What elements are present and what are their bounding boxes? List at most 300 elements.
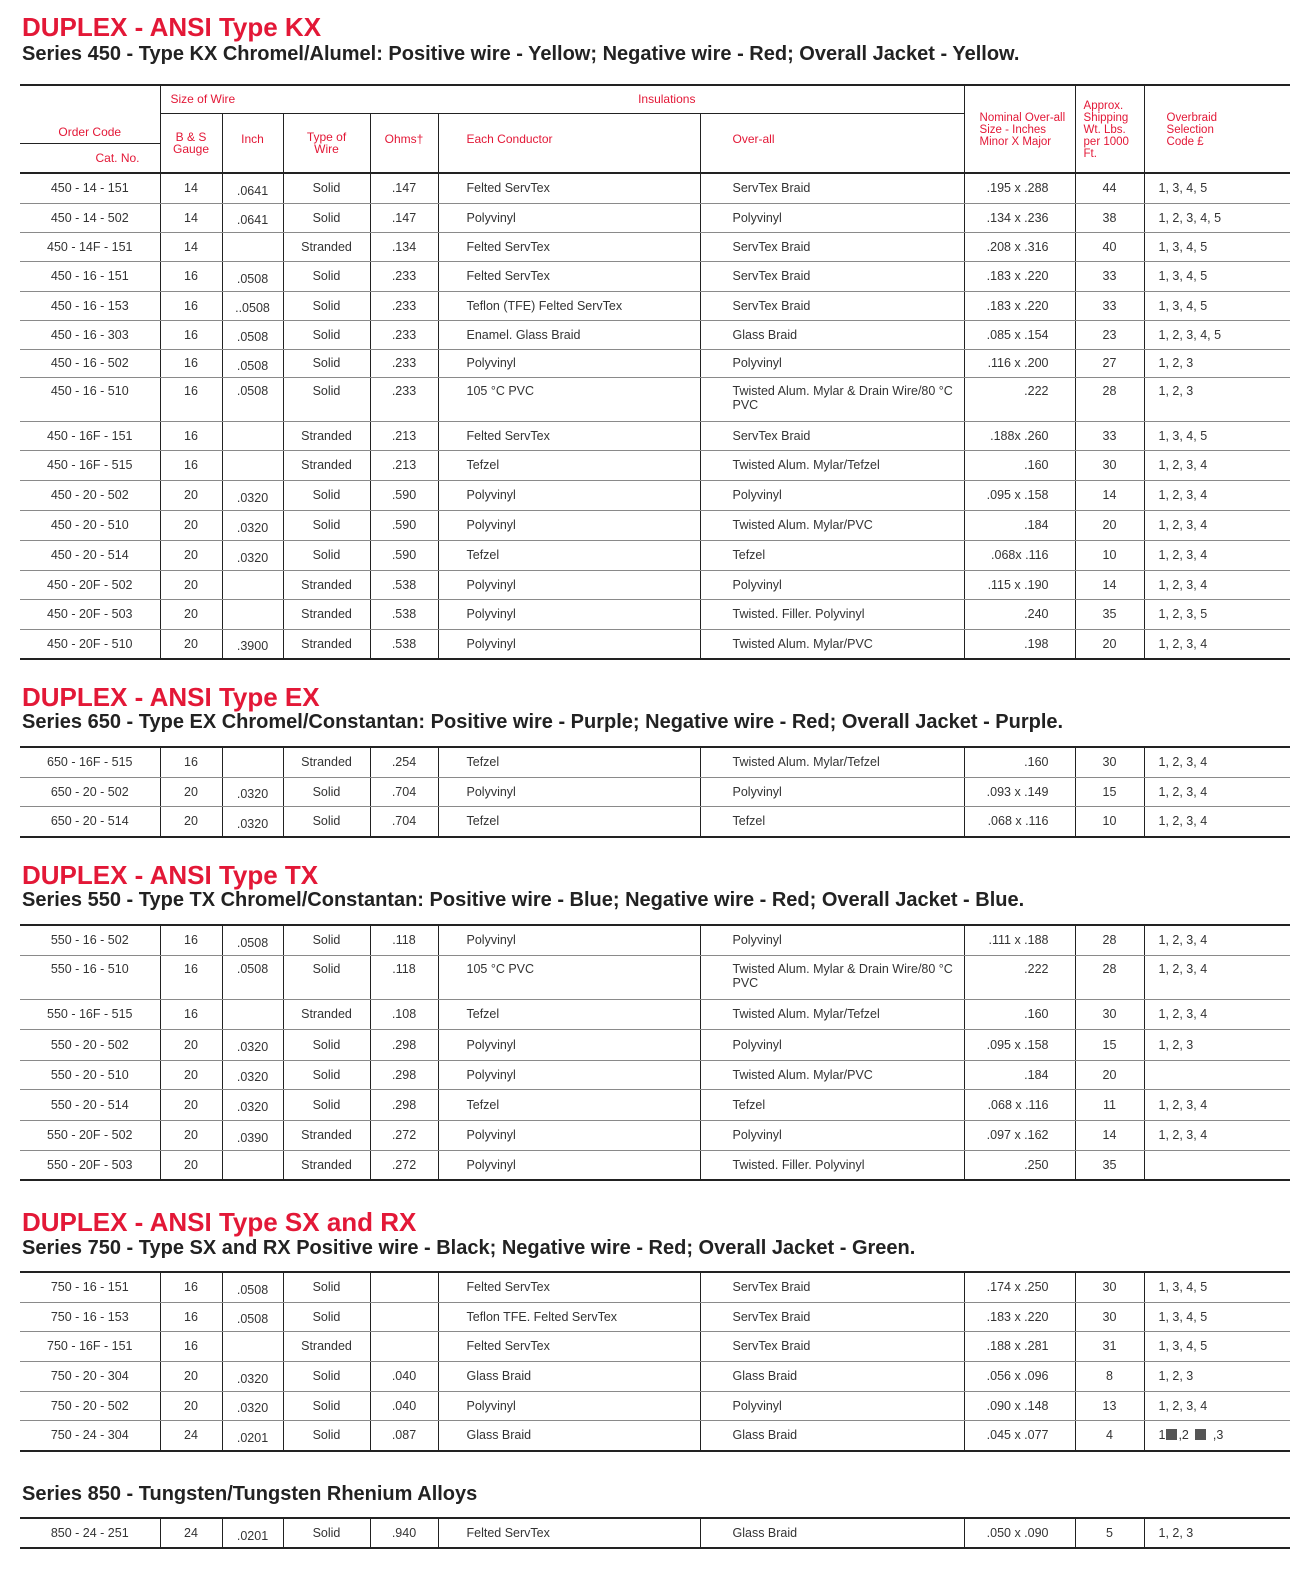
- cat-no-cell: 450 - 20F - 510: [20, 629, 160, 659]
- table-row: [20, 540, 1290, 570]
- gauge-cell: 16: [160, 450, 222, 480]
- table-row: [20, 1361, 1290, 1391]
- weight-cell: 20: [1075, 510, 1144, 540]
- over-all-cell: Polyvinyl: [700, 1029, 964, 1060]
- kx-title: DUPLEX - ANSI Type KX: [22, 12, 322, 42]
- inch-cell: .0320: [222, 540, 283, 570]
- cat-no-cell: 450 - 14 - 502: [20, 203, 160, 232]
- over-all-cell: ServTex Braid: [700, 173, 964, 203]
- weight-cell: 30: [1075, 747, 1144, 777]
- overbraid-code-cell: 1, 2, 3: [1144, 1029, 1290, 1060]
- gauge-cell: 20: [160, 777, 222, 806]
- each-conductor-cell: Polyvinyl: [438, 629, 700, 659]
- type-cell: Solid: [283, 480, 370, 510]
- ohms-cell: .298: [370, 1089, 438, 1120]
- ohms-cell: .298: [370, 1060, 438, 1089]
- cat-no-cell: 550 - 20F - 502: [20, 1120, 160, 1150]
- nominal-size-cell: .188x .260: [964, 421, 1075, 450]
- over-all-cell: Twisted Alum. Mylar/PVC: [700, 510, 964, 540]
- gauge-cell: 24: [160, 1518, 222, 1548]
- nominal-size-cell: .183 x .220: [964, 261, 1075, 291]
- each-conductor-header: Each Conductor: [438, 113, 700, 173]
- nominal-size-cell: .160: [964, 450, 1075, 480]
- gauge-cell: 20: [160, 1060, 222, 1089]
- table-row: [20, 232, 1290, 261]
- header-blank: [20, 85, 160, 113]
- weight-cell: 8: [1075, 1361, 1144, 1391]
- overbraid-code-cell: [1144, 1150, 1290, 1180]
- inch-cell: .0508: [222, 1272, 283, 1302]
- inch-cell: .0508: [222, 925, 283, 955]
- gauge-cell: 16: [160, 1331, 222, 1361]
- ohms-cell: .272: [370, 1150, 438, 1180]
- overbraid-code-cell: 1, 3, 4, 5: [1144, 1272, 1290, 1302]
- insulations-header: Insulations: [370, 85, 964, 113]
- nominal-size-cell: .068 x .116: [964, 1089, 1075, 1120]
- nominal-size-cell: .134 x .236: [964, 203, 1075, 232]
- type-cell: Stranded: [283, 570, 370, 599]
- each-conductor-cell: Glass Braid: [438, 1420, 700, 1451]
- type-cell: Solid: [283, 349, 370, 377]
- overbraid-code-cell: 1, 2, 3, 4: [1144, 450, 1290, 480]
- overbraid-code-cell: 1, 3, 4, 5: [1144, 1331, 1290, 1361]
- type-cell: Stranded: [283, 1150, 370, 1180]
- type-cell: Stranded: [283, 421, 370, 450]
- inch-cell: [222, 599, 283, 629]
- ohms-cell: .118: [370, 955, 438, 999]
- table-row: [20, 1089, 1290, 1120]
- each-conductor-cell: Polyvinyl: [438, 1391, 700, 1420]
- table-row: [20, 570, 1290, 599]
- over-all-cell: Twisted Alum. Mylar & Drain Wire/80 °C PVC: [700, 955, 964, 999]
- cat-no-cell: 450 - 16 - 510: [20, 377, 160, 421]
- nominal-size-cell: .085 x .154: [964, 320, 1075, 349]
- table-row: [20, 421, 1290, 450]
- over-all-cell: Twisted Alum. Mylar/Tefzel: [700, 450, 964, 480]
- cat-no-cell: 550 - 16 - 510: [20, 955, 160, 999]
- each-conductor-cell: Felted ServTex: [438, 232, 700, 261]
- overbraid-code-cell: [1144, 1060, 1290, 1089]
- nominal-size-cell: .174 x .250: [964, 1272, 1075, 1302]
- each-conductor-cell: 105 °C PVC: [438, 955, 700, 999]
- nominal-size-cell: .195 x .288: [964, 173, 1075, 203]
- overbraid-code-cell: 1, 2, 3, 4: [1144, 570, 1290, 599]
- gauge-cell: 16: [160, 421, 222, 450]
- cat-no-cell: 650 - 20 - 502: [20, 777, 160, 806]
- inch-cell: [222, 1150, 283, 1180]
- cat-no-cell: 450 - 20 - 502: [20, 480, 160, 510]
- type-cell: Stranded: [283, 232, 370, 261]
- gauge-cell: 24: [160, 1420, 222, 1451]
- gauge-cell: 16: [160, 349, 222, 377]
- gauge-cell: 16: [160, 999, 222, 1029]
- gauge-cell: 20: [160, 1391, 222, 1420]
- overbraid-code-cell: 1, 2, 3, 4: [1144, 510, 1290, 540]
- weight-cell: 30: [1075, 999, 1144, 1029]
- cat-no-cell: 550 - 20F - 503: [20, 1150, 160, 1180]
- cat-no-cell: 450 - 16F - 515: [20, 450, 160, 480]
- inch-cell: .0508: [222, 261, 283, 291]
- square-icon: [1195, 1429, 1206, 1440]
- table-row: [20, 173, 1290, 203]
- inch-cell: [222, 450, 283, 480]
- inch-cell: .0320: [222, 1089, 283, 1120]
- inch-cell: ..0508: [222, 291, 283, 320]
- cat-no-cell: 450 - 16 - 502: [20, 349, 160, 377]
- over-all-cell: ServTex Braid: [700, 261, 964, 291]
- cat-no-cell: 450 - 20 - 510: [20, 510, 160, 540]
- type-cell: Solid: [283, 261, 370, 291]
- table-row: [20, 1391, 1290, 1420]
- ohms-cell: [370, 1331, 438, 1361]
- nominal-size-cell: .045 x .077: [964, 1420, 1075, 1451]
- overbraid-code-cell: 1, 3, 4, 5: [1144, 173, 1290, 203]
- weight-cell: 10: [1075, 806, 1144, 837]
- gauge-cell: 16: [160, 747, 222, 777]
- table-row: [20, 1331, 1290, 1361]
- nominal-size-cell: .056 x .096: [964, 1361, 1075, 1391]
- over-all-cell: ServTex Braid: [700, 1302, 964, 1331]
- overbraid-code-cell: 1, 2, 3, 4, 5: [1144, 203, 1290, 232]
- cat-no-cell: 450 - 14F - 151: [20, 232, 160, 261]
- weight-cell: 35: [1075, 599, 1144, 629]
- cat-no-cell: 450 - 16 - 151: [20, 261, 160, 291]
- each-conductor-cell: Polyvinyl: [438, 1120, 700, 1150]
- cat-no-cell: 550 - 20 - 514: [20, 1089, 160, 1120]
- ohms-cell: .134: [370, 232, 438, 261]
- nominal-size-cell: .222: [964, 377, 1075, 421]
- table-row: [20, 1120, 1290, 1150]
- over-all-cell: Polyvinyl: [700, 1391, 964, 1420]
- nominal-size-cell: .068 x .116: [964, 806, 1075, 837]
- ex-title: DUPLEX - ANSI Type EX: [22, 682, 320, 712]
- bs-gauge-header: B & S Gauge: [160, 113, 222, 173]
- ohms-cell: .087: [370, 1420, 438, 1451]
- each-conductor-cell: Felted ServTex: [438, 261, 700, 291]
- overbraid-header: Overbraid Selection Code £: [1144, 85, 1290, 173]
- weight-cell: 28: [1075, 955, 1144, 999]
- nominal-size-cell: .160: [964, 999, 1075, 1029]
- ohms-cell: .233: [370, 349, 438, 377]
- inch-cell: .0320: [222, 480, 283, 510]
- gauge-cell: 20: [160, 540, 222, 570]
- overbraid-code-cell: 1, 2, 3, 4: [1144, 1391, 1290, 1420]
- sx-subtitle: Series 750 - Type SX and RX Positive wire - Black; Negative wire - Red; Overall Jacket - Green.: [22, 1237, 916, 1259]
- cat-no-cell: 450 - 20 - 514: [20, 540, 160, 570]
- weight-cell: 35: [1075, 1150, 1144, 1180]
- each-conductor-cell: 105 °C PVC: [438, 377, 700, 421]
- cat-no-cell: 550 - 20 - 502: [20, 1029, 160, 1060]
- overbraid-code-cell: [1144, 1420, 1290, 1451]
- overbraid-code-cell: 1, 2, 3, 4: [1144, 629, 1290, 659]
- inch-cell: [222, 999, 283, 1029]
- type-cell: Solid: [283, 1029, 370, 1060]
- each-conductor-cell: Polyvinyl: [438, 599, 700, 629]
- each-conductor-cell: Tefzel: [438, 450, 700, 480]
- gauge-cell: 20: [160, 1089, 222, 1120]
- weight-cell: 13: [1075, 1391, 1144, 1420]
- gauge-cell: 14: [160, 173, 222, 203]
- each-conductor-cell: Felted ServTex: [438, 1518, 700, 1548]
- each-conductor-cell: Felted ServTex: [438, 1272, 700, 1302]
- cat-no-cell: 750 - 24 - 304: [20, 1420, 160, 1451]
- type-cell: Stranded: [283, 599, 370, 629]
- nominal-size-cell: .115 x .190: [964, 570, 1075, 599]
- overbraid-code-cell: 1, 2, 3: [1144, 377, 1290, 421]
- nominal-size-cell: .183 x .220: [964, 291, 1075, 320]
- table-row: [20, 1060, 1290, 1089]
- size-of-wire-header: Size of Wire: [160, 85, 370, 113]
- over-all-cell: Twisted Alum. Mylar/PVC: [700, 1060, 964, 1089]
- inch-cell: .3900: [222, 629, 283, 659]
- order-code-header: Order Code: [58, 124, 122, 139]
- overbraid-code-cell: 1, 2, 3: [1144, 1361, 1290, 1391]
- over-all-cell: Tefzel: [700, 540, 964, 570]
- weight-cell: 28: [1075, 925, 1144, 955]
- weight-cell: 31: [1075, 1331, 1144, 1361]
- weight-cell: 30: [1075, 450, 1144, 480]
- inch-cell: .0201: [222, 1420, 283, 1451]
- overbraid-code-cell: 1, 3, 4, 5: [1144, 232, 1290, 261]
- ohms-cell: .538: [370, 599, 438, 629]
- weight-cell: 20: [1075, 629, 1144, 659]
- type-cell: Solid: [283, 777, 370, 806]
- ohms-header: Ohms†: [370, 113, 438, 173]
- inch-cell: .0320: [222, 777, 283, 806]
- ohms-cell: .040: [370, 1391, 438, 1420]
- type-cell: Solid: [283, 1272, 370, 1302]
- overbraid-code-cell: 1, 3, 4, 5: [1144, 1302, 1290, 1331]
- over-all-cell: Twisted. Filler. Polyvinyl: [700, 599, 964, 629]
- kx-table: [20, 172, 1290, 660]
- each-conductor-cell: Felted ServTex: [438, 173, 700, 203]
- inch-cell: [222, 747, 283, 777]
- gauge-cell: 20: [160, 806, 222, 837]
- over-all-cell: ServTex Braid: [700, 232, 964, 261]
- overbraid-code-cell: 1, 2, 3, 4, 5: [1144, 320, 1290, 349]
- table-row: [20, 203, 1290, 232]
- table-row: [20, 261, 1290, 291]
- over-all-cell: Polyvinyl: [700, 203, 964, 232]
- gauge-cell: 20: [160, 1029, 222, 1060]
- type-cell: Solid: [283, 377, 370, 421]
- over-all-cell: Polyvinyl: [700, 925, 964, 955]
- tx-title: DUPLEX - ANSI Type TX: [22, 860, 319, 890]
- over-all-cell: Glass Braid: [700, 1361, 964, 1391]
- gauge-cell: 20: [160, 629, 222, 659]
- ex-subtitle: Series 650 - Type EX Chromel/Constantan: Positive wire - Purple; Negative wire - Red; Overall Jacket - Purple.: [22, 711, 1064, 733]
- inch-cell: .0641: [222, 173, 283, 203]
- type-cell: Solid: [283, 806, 370, 837]
- nominal-size-cell: .050 x .090: [964, 1518, 1075, 1548]
- ohms-cell: .233: [370, 261, 438, 291]
- nominal-size-cell: .222: [964, 955, 1075, 999]
- ohms-cell: .704: [370, 777, 438, 806]
- weight-cell: 14: [1075, 480, 1144, 510]
- over-all-cell: Glass Braid: [700, 1518, 964, 1548]
- s850-table: [20, 1517, 1290, 1549]
- table-header: [20, 84, 1290, 173]
- inch-cell: .0320: [222, 510, 283, 540]
- type-cell: Stranded: [283, 450, 370, 480]
- inch-cell: .0320: [222, 1391, 283, 1420]
- each-conductor-cell: Polyvinyl: [438, 349, 700, 377]
- type-cell: Solid: [283, 320, 370, 349]
- ohms-cell: .233: [370, 377, 438, 421]
- over-all-cell: Tefzel: [700, 806, 964, 837]
- square-icon: [1166, 1429, 1177, 1440]
- each-conductor-cell: Tefzel: [438, 747, 700, 777]
- cat-no-cell: 850 - 24 - 251: [20, 1518, 160, 1548]
- inch-cell: .0201: [222, 1518, 283, 1548]
- inch-cell: [222, 1331, 283, 1361]
- type-cell: Stranded: [283, 629, 370, 659]
- inch-cell: .0508: [222, 377, 283, 421]
- inch-cell: .0390: [222, 1120, 283, 1150]
- weight-cell: 40: [1075, 232, 1144, 261]
- type-cell: Solid: [283, 1361, 370, 1391]
- ex-table: [20, 746, 1290, 838]
- each-conductor-cell: Polyvinyl: [438, 510, 700, 540]
- table-row: [20, 320, 1290, 349]
- over-all-cell: Polyvinyl: [700, 1120, 964, 1150]
- weight-cell: 14: [1075, 1120, 1144, 1150]
- nominal-size-cell: .095 x .158: [964, 1029, 1075, 1060]
- gauge-cell: 20: [160, 1150, 222, 1180]
- cat-no-cell: 550 - 20 - 510: [20, 1060, 160, 1089]
- over-all-cell: Twisted Alum. Mylar & Drain Wire/80 °C PVC: [700, 377, 964, 421]
- each-conductor-cell: Polyvinyl: [438, 570, 700, 599]
- inch-cell: [222, 232, 283, 261]
- overbraid-code-cell: 1, 2, 3, 4: [1144, 747, 1290, 777]
- each-conductor-cell: Felted ServTex: [438, 1331, 700, 1361]
- cat-no-cell: 750 - 16F - 151: [20, 1331, 160, 1361]
- cat-no-cell: 750 - 16 - 153: [20, 1302, 160, 1331]
- nominal-size-cell: .184: [964, 510, 1075, 540]
- table-row: [20, 599, 1290, 629]
- nominal-size-cell: .184: [964, 1060, 1075, 1089]
- weight-cell: 5: [1075, 1518, 1144, 1548]
- over-all-cell: Twisted. Filler. Polyvinyl: [700, 1150, 964, 1180]
- over-all-cell: ServTex Braid: [700, 1331, 964, 1361]
- cat-no-cell: 550 - 16 - 502: [20, 925, 160, 955]
- each-conductor-cell: Polyvinyl: [438, 777, 700, 806]
- cat-no-cell: 450 - 20F - 502: [20, 570, 160, 599]
- ohms-cell: .233: [370, 320, 438, 349]
- inch-cell: .0508: [222, 320, 283, 349]
- code-part: ,3: [1212, 1428, 1224, 1443]
- nominal-size-header: Nominal Over-all Size - Inches Minor X Major: [964, 85, 1075, 173]
- inch-cell: .0320: [222, 1060, 283, 1089]
- overbraid-code-cell: 1, 2, 3, 4: [1144, 1120, 1290, 1150]
- over-all-cell: Polyvinyl: [700, 570, 964, 599]
- type-cell: Solid: [283, 291, 370, 320]
- overbraid-code-cell: 1, 3, 4, 5: [1144, 291, 1290, 320]
- overbraid-code-cell: 1, 2, 3: [1144, 349, 1290, 377]
- over-all-cell: ServTex Braid: [700, 421, 964, 450]
- type-cell: Solid: [283, 1391, 370, 1420]
- cat-no-cell: 450 - 16F - 151: [20, 421, 160, 450]
- nominal-size-cell: .116 x .200: [964, 349, 1075, 377]
- gauge-cell: 14: [160, 203, 222, 232]
- nominal-size-cell: .250: [964, 1150, 1075, 1180]
- gauge-cell: 14: [160, 232, 222, 261]
- tx-subtitle: Series 550 - Type TX Chromel/Constantan: Positive wire - Blue; Negative wire - Red; Overall Jacket - Blue.: [22, 889, 1025, 911]
- type-of-wire-header: Type of Wire: [283, 113, 370, 173]
- inch-cell: .0320: [222, 1361, 283, 1391]
- type-cell: Stranded: [283, 1120, 370, 1150]
- nominal-size-cell: .183 x .220: [964, 1302, 1075, 1331]
- code-part: 1: [1158, 1428, 1166, 1443]
- over-all-cell: Twisted Alum. Mylar/Tefzel: [700, 999, 964, 1029]
- cat-no-cell: 450 - 20F - 503: [20, 599, 160, 629]
- each-conductor-cell: Tefzel: [438, 540, 700, 570]
- cat-no-cell: 650 - 16F - 515: [20, 747, 160, 777]
- nominal-size-cell: .097 x .162: [964, 1120, 1075, 1150]
- ohms-cell: .147: [370, 203, 438, 232]
- ohms-cell: .590: [370, 540, 438, 570]
- over-all-cell: Glass Braid: [700, 320, 964, 349]
- inch-cell: [222, 570, 283, 599]
- weight-cell: 33: [1075, 421, 1144, 450]
- weight-cell: 27: [1075, 349, 1144, 377]
- inch-cell: .0508: [222, 1302, 283, 1331]
- table-row: [20, 955, 1290, 999]
- over-all-cell: ServTex Braid: [700, 1272, 964, 1302]
- weight-cell: 33: [1075, 291, 1144, 320]
- each-conductor-cell: Tefzel: [438, 1089, 700, 1120]
- weight-cell: 38: [1075, 203, 1144, 232]
- ohms-cell: .590: [370, 510, 438, 540]
- table-row: [20, 1420, 1290, 1451]
- type-cell: Solid: [283, 955, 370, 999]
- inch-cell: .0508: [222, 349, 283, 377]
- overbraid-code-cell: 1, 3, 4, 5: [1144, 421, 1290, 450]
- inch-cell: .0641: [222, 203, 283, 232]
- type-cell: Solid: [283, 925, 370, 955]
- ohms-cell: .538: [370, 570, 438, 599]
- s850-subtitle: Series 850 - Tungsten/Tungsten Rhenium Alloys: [22, 1483, 478, 1505]
- weight-cell: 11: [1075, 1089, 1144, 1120]
- ohms-cell: .704: [370, 806, 438, 837]
- weight-cell: 30: [1075, 1272, 1144, 1302]
- sx-title: DUPLEX - ANSI Type SX and RX: [22, 1207, 417, 1237]
- over-all-cell: Polyvinyl: [700, 777, 964, 806]
- nominal-size-cell: .188 x .281: [964, 1331, 1075, 1361]
- nominal-size-cell: .198: [964, 629, 1075, 659]
- each-conductor-cell: Tefzel: [438, 999, 700, 1029]
- overbraid-code-cell: 1, 2, 3, 5: [1144, 599, 1290, 629]
- ohms-cell: .213: [370, 450, 438, 480]
- table-row: [20, 999, 1290, 1029]
- weight-cell: 30: [1075, 1302, 1144, 1331]
- type-cell: Solid: [283, 203, 370, 232]
- type-cell: Solid: [283, 1089, 370, 1120]
- table-row: [20, 450, 1290, 480]
- weight-cell: 14: [1075, 570, 1144, 599]
- cat-no-cell: 750 - 16 - 151: [20, 1272, 160, 1302]
- gauge-cell: 16: [160, 1272, 222, 1302]
- nominal-size-cell: .068x .116: [964, 540, 1075, 570]
- table-row: [20, 291, 1290, 320]
- nominal-size-cell: .111 x .188: [964, 925, 1075, 955]
- each-conductor-cell: Polyvinyl: [438, 480, 700, 510]
- ohms-cell: .538: [370, 629, 438, 659]
- table-row: [20, 806, 1290, 837]
- weight-cell: 10: [1075, 540, 1144, 570]
- each-conductor-cell: Polyvinyl: [438, 1029, 700, 1060]
- table-row: [20, 925, 1290, 955]
